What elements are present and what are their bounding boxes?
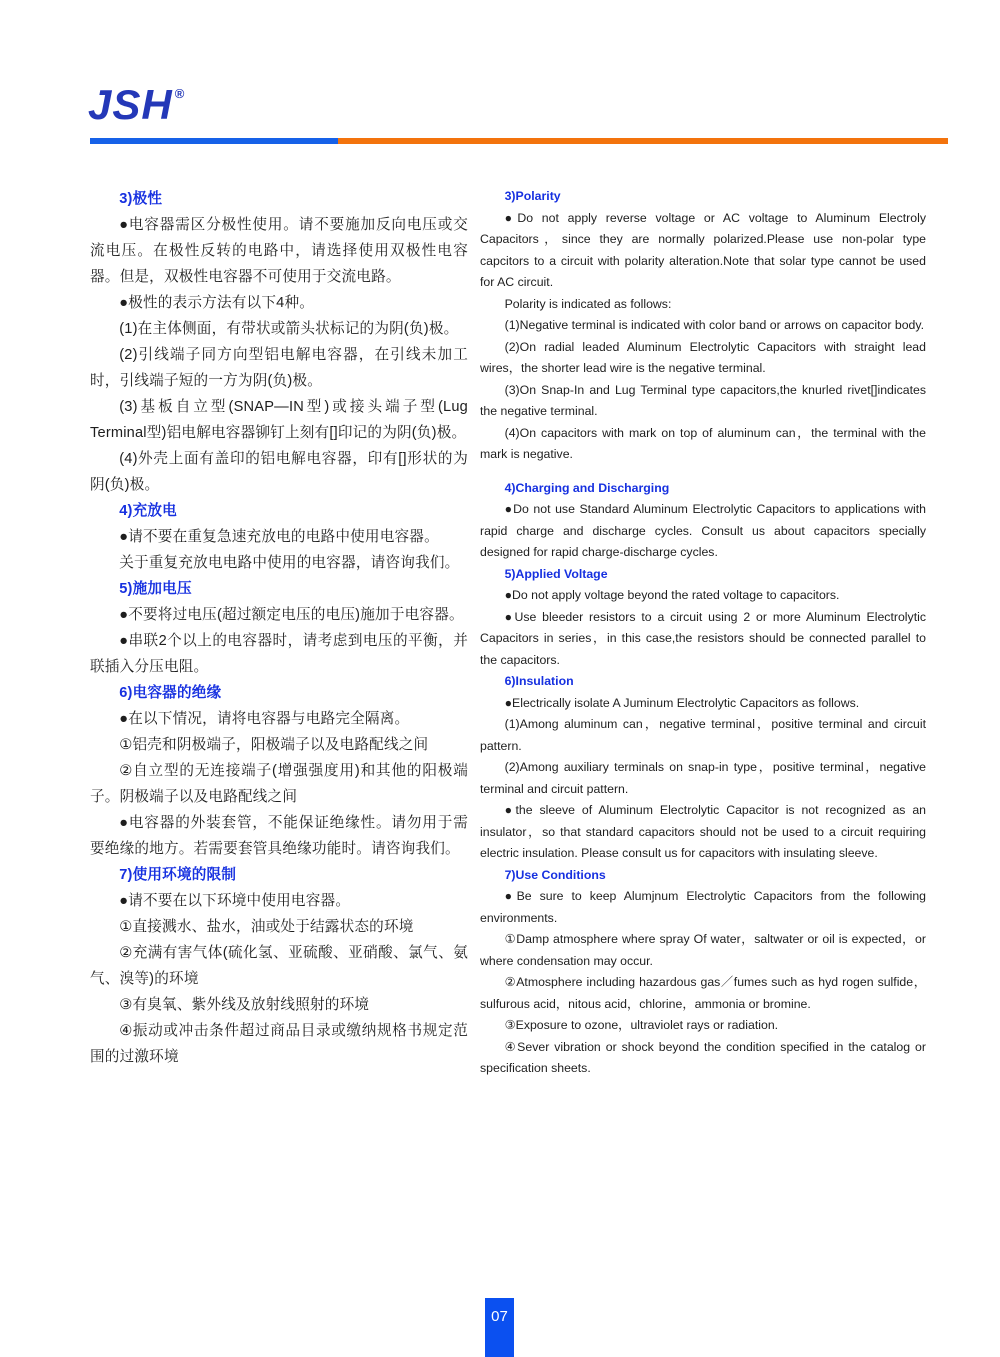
paragraph: (1)在主体侧面，有带状或箭头状标记的为阴(负)极。	[119, 321, 459, 337]
paragraph: ●在以下情况，请将电容器与电路完全隔离。	[119, 711, 410, 727]
paragraph: ②充满有害气体(硫化氢、亚硫酸、亚硝酸、氯气、氨气、溴等)的环境	[90, 945, 468, 987]
paragraph: ②Atmosphere including hazardous gas／fumes such as hyd rogen sulfide，sulfurous acid，nitous acid，chlorine，ammonia or bromine.	[480, 975, 926, 1011]
section-heading: 7)使用环境的限制	[119, 867, 237, 883]
english-text-column	[480, 186, 926, 1080]
paragraph: ●Electrically isolate A Juminum Electrolytic Capacitors as follows.	[504, 695, 860, 710]
page-number-badge	[485, 1298, 514, 1357]
paragraph: (4)On capacitors with mark on top of aluminum can，the terminal with the mark is negative.	[480, 425, 926, 461]
paragraph: ●不要将过电压(超过额定电压的电压)施加于电容器。	[119, 607, 464, 623]
section-heading: 5)Applied Voltage	[504, 566, 608, 581]
brand-logo	[88, 81, 186, 128]
header-divider	[90, 138, 948, 144]
section-heading: 3)极性	[119, 191, 163, 207]
paragraph: (2)On radial leaded Aluminum Electrolytic Capacitors with straight lead wires，the shorter lead wire is the negative terminal.	[480, 339, 926, 375]
paragraph: (1)Among aluminum can，negative terminal，positive terminal and circuit pattern.	[480, 717, 926, 753]
paragraph: (3)基板自立型(SNAP—IN型)或接头端子型(Lug Terminal型)铝电解电容器铆钉上刻有[]印记的为阴(负)极。	[90, 399, 468, 441]
paragraph: ①直接溅水、盐水，油或处于结露状态的环境	[119, 919, 414, 935]
paragraph: Polarity is indicated as follows:	[504, 296, 672, 311]
paragraph: ●电容器的外装套管，不能保证绝缘性。请勿用于需要绝缘的地方。若需要套管具绝缘功能时。请咨询我们。	[90, 815, 468, 857]
paragraph: ●the sleeve of Aluminum Electrolytic Capacitor is not recognized as an insulator，so that standard capacitors should not be used to a circuit requiring electric insulation. Please consult us for capacitors with insulating sleeve.	[480, 803, 926, 860]
section-heading: 6)电容器的绝缘	[119, 685, 222, 701]
section-heading: 7)Use Conditions	[504, 867, 606, 882]
paragraph: ④Sever vibration or shock beyond the condition specified in the catalog or specification sheets.	[480, 1039, 926, 1075]
brand-logo-text: JSH	[88, 81, 173, 128]
chinese-text-column	[90, 186, 468, 1070]
paragraph: ●Do not apply reverse voltage or AC voltage to Aluminum Electroly Capacitors，since they are normally polarized.Please use non-polar type capcitors to a circuit with polarity alteration.Note that solar type cannot be used for AC circuit.	[480, 210, 926, 289]
page-number: 07	[491, 1308, 508, 1325]
section-heading: 4)充放电	[119, 503, 177, 519]
paragraph: ③Exposure to ozone，ultraviolet rays or radiation.	[504, 1018, 779, 1032]
paragraph: ●Be sure to keep Alumjnum Electrolytic Capacitors from the following environments.	[480, 889, 926, 925]
paragraph: ●请不要在重复急速充放电的电路中使用电容器。	[119, 529, 439, 545]
header-divider-orange-segment	[338, 138, 948, 144]
paragraph: (1)Negative terminal is indicated with color band or arrows on capacitor body.	[504, 318, 925, 332]
section-heading: 3)Polarity	[504, 189, 561, 203]
paragraph: (2)Among auxiliary terminals on snap-in type，positive terminal，negative terminal and circuit pattern.	[480, 760, 926, 796]
paragraph: (2)引线端子同方向型铝电解电容器，在引线未加工时，引线端子短的一方为阴(负)极。	[90, 347, 468, 389]
paragraph: ●Use bleeder resistors to a circuit using 2 or more Aluminum Electrolytic Capacitors in series，in this case,the resistors should be connected parallel to the capacitors.	[480, 609, 926, 667]
registered-trademark-icon: ®	[174, 86, 186, 101]
paragraph: ●极性的表示方法有以下4种。	[119, 295, 315, 311]
paragraph: 关于重复充放电电路中使用的电容器，请咨询我们。	[119, 555, 460, 571]
section-heading: 6)Insulation	[504, 674, 574, 688]
header-divider-blue-segment	[90, 138, 338, 144]
paragraph: ●Do not apply voltage beyond the rated voltage to capacitors.	[504, 588, 840, 602]
paragraph: ①铝壳和阴极端子，阳极端子以及电路配线之间	[119, 737, 429, 753]
paragraph: ●电容器需区分极性使用。请不要施加反向电压或交流电压。在极性反转的电路中，请选择使用双极性电容器。但是，双极性电容器不可使用于交流电路。	[90, 217, 468, 285]
paragraph: ●Do not use Standard Aluminum Electrolytic Capacitors to applications with rapid charge and discharge cycles. Consult us about capacitors specially designed for rapid charge-discharge cycles.	[480, 502, 926, 559]
paragraph: ①Damp atmosphere where spray Of water，saltwater or oil is expected，or where condensation may occur.	[480, 932, 926, 968]
paragraph: ④振动或冲击条件超过商品目录或缴纳规格书规定范围的过激环境	[90, 1023, 468, 1065]
paragraph: ●串联2个以上的电容器时，请考虑到电压的平衡，并联插入分压电阻。	[90, 633, 468, 675]
paragraph: ②自立型的无连接端子(增强强度用)和其他的阳极端子。阴极端子以及电路配线之间	[90, 763, 468, 805]
paragraph: ③有臭氧、紫外线及放射线照射的环境	[119, 997, 370, 1013]
section-heading: 4)Charging and Discharging	[504, 480, 670, 495]
paragraph: (3)On Snap-In and Lug Terminal type capacitors,the knurled rivet[]indicates the negative terminal.	[480, 382, 926, 418]
paragraph: ●请不要在以下环境中使用电容器。	[119, 893, 351, 909]
section-heading: 5)施加电压	[119, 581, 192, 597]
paragraph: (4)外壳上面有盖印的铝电解电容器，印有[]形状的为阴(负)极。	[90, 451, 468, 493]
